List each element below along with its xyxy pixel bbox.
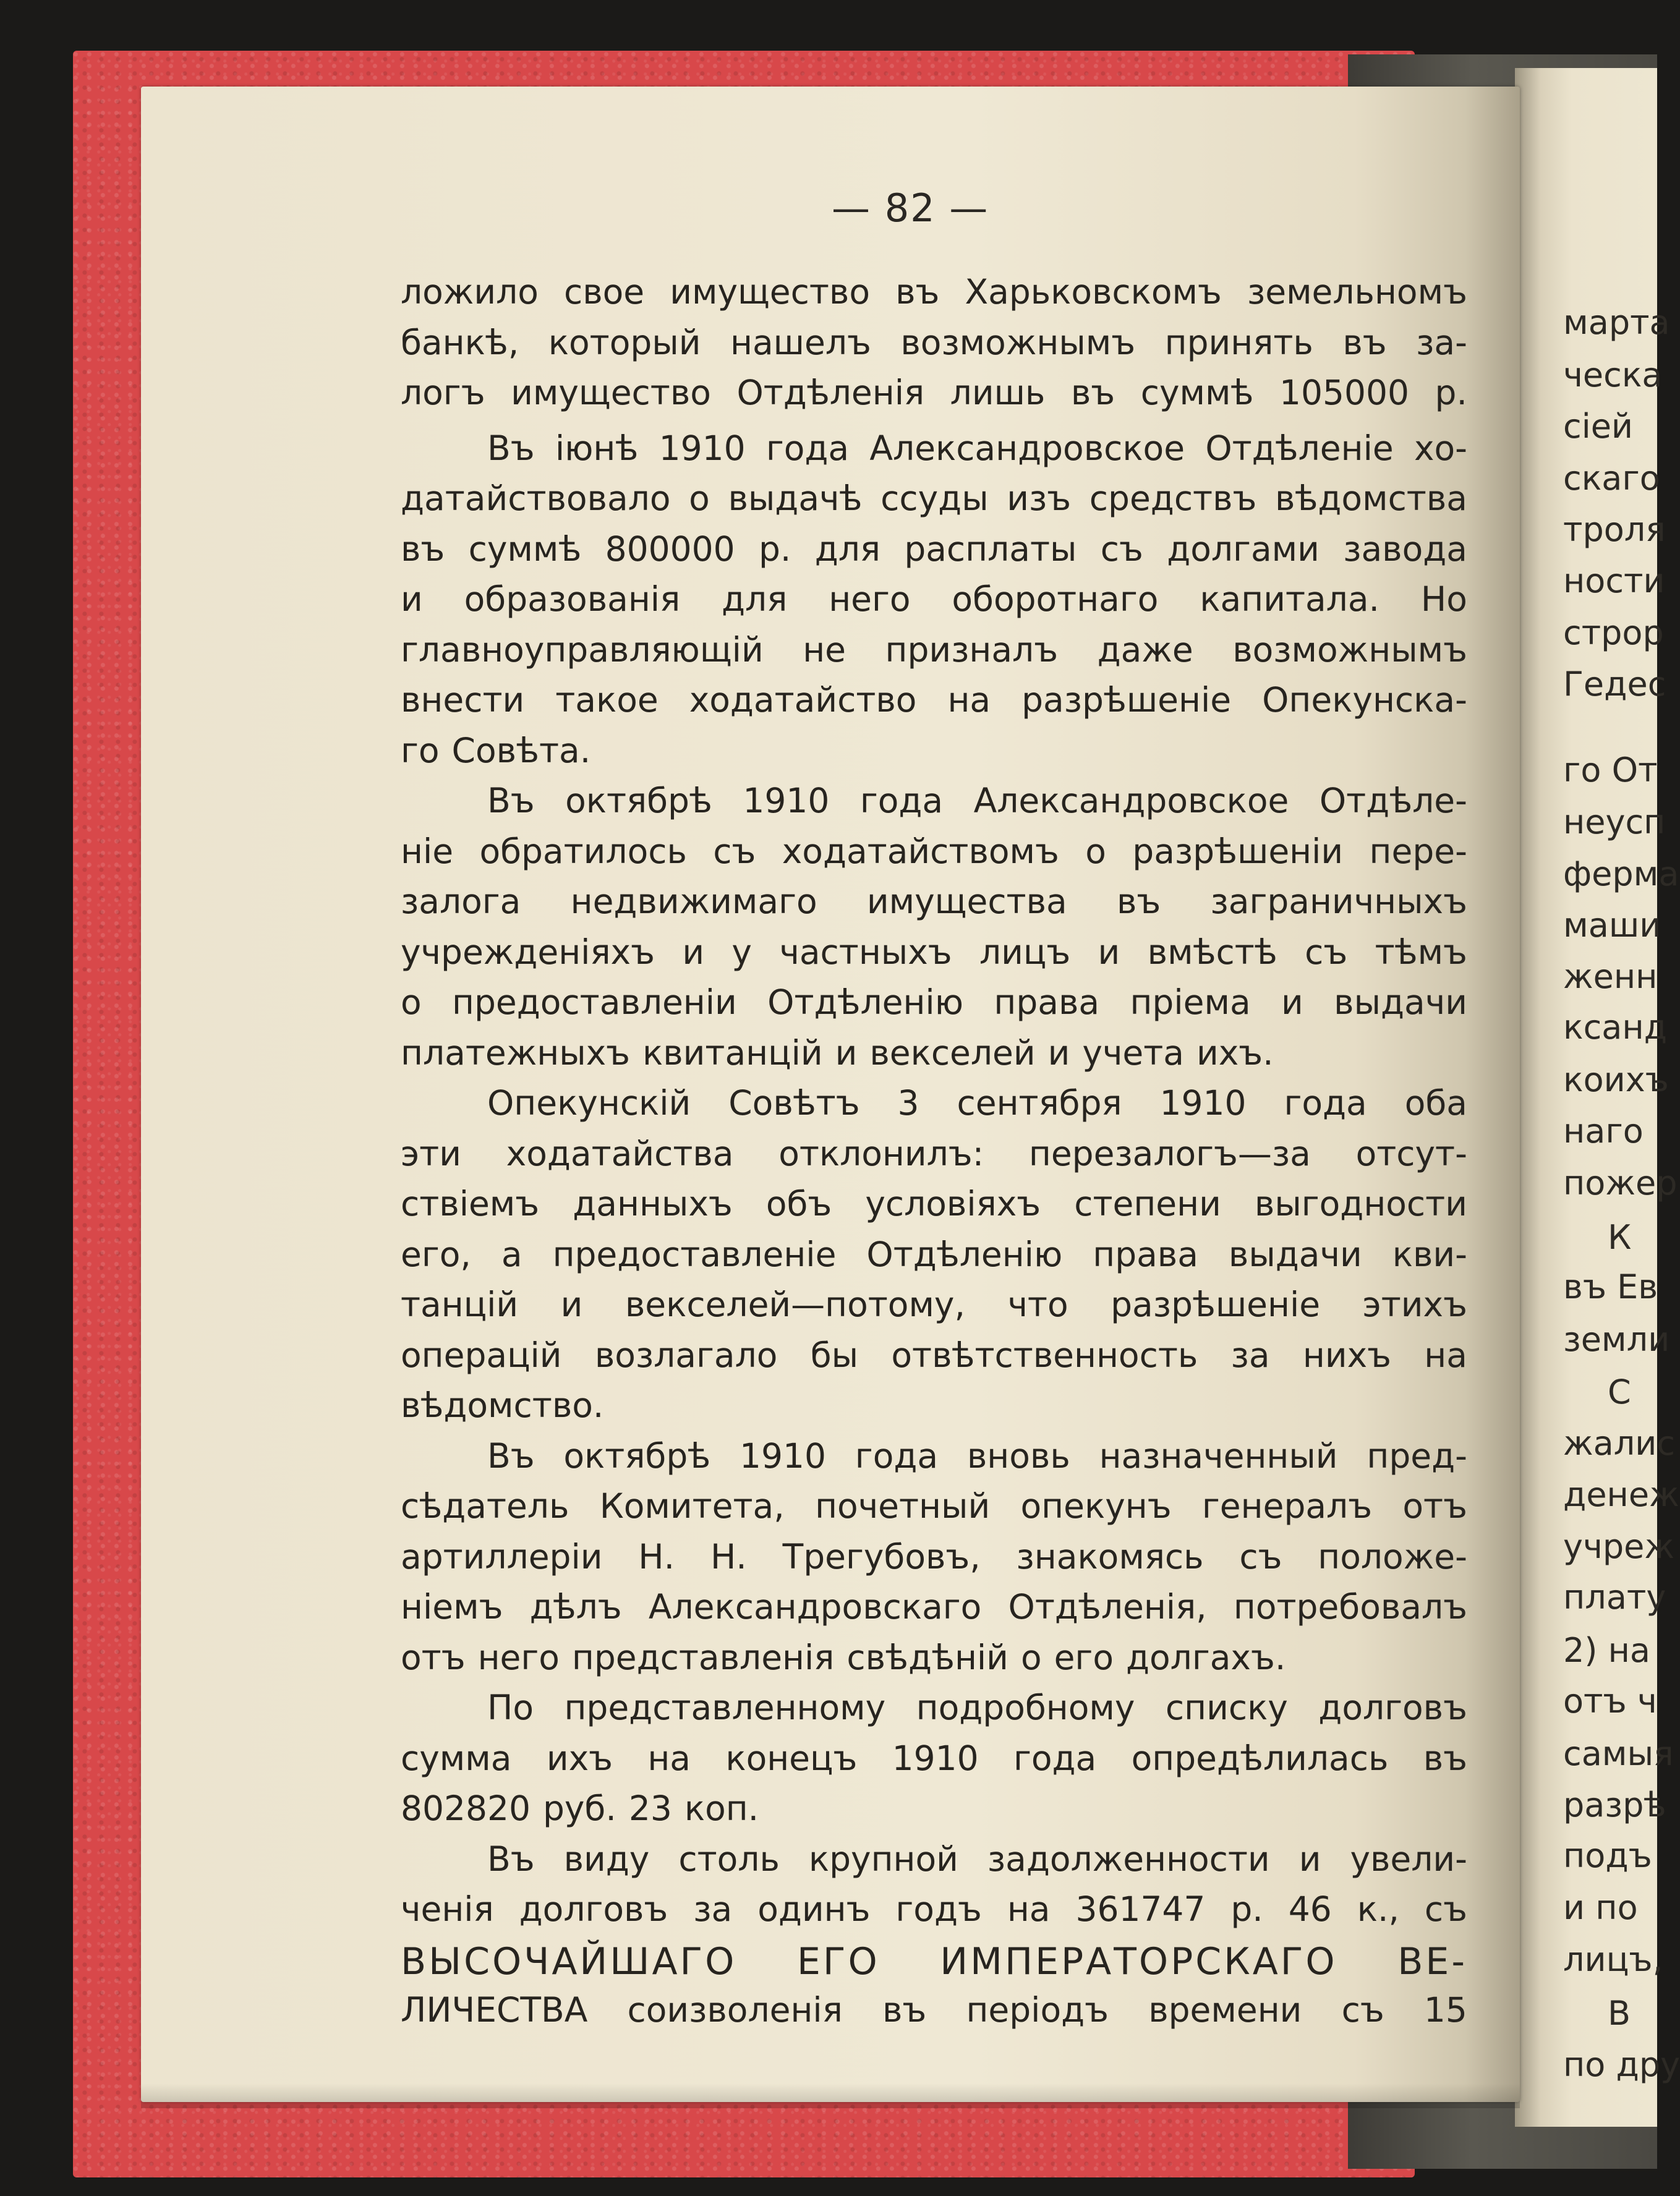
text-line: ніе обратилось съ ходатайствомъ о разрѣшеніи пере- <box>401 831 1467 871</box>
text-line: ніемъ дѣлъ Александровскаго Отдѣленія, потребовалъ <box>401 1587 1467 1627</box>
next-page-line: плату <box>1563 1578 1666 1617</box>
text-line: о предоставленіи Отдѣленію права пріема и выдачи <box>401 982 1467 1022</box>
next-page-line: въ Ев <box>1563 1267 1658 1306</box>
next-page-line: учреж <box>1563 1527 1675 1566</box>
next-page-line: подъ <box>1563 1836 1652 1875</box>
text-line: датайствовало о выдачѣ ссуды изъ средствъ вѣдомства <box>401 479 1467 518</box>
text-line: операцій возлагало бы отвѣтственность за нихъ на <box>401 1335 1467 1375</box>
next-page-line: 2) на <box>1563 1631 1650 1670</box>
text-line: главноуправляющій не призналъ даже возможнымъ <box>401 629 1467 670</box>
text-line: По представленному подробному списку долговъ <box>487 1688 1467 1727</box>
text-line: го Совѣта. <box>401 730 591 770</box>
text-line: Въ октябрѣ 1910 года Александровское Отдѣле- <box>487 781 1467 820</box>
next-page-line: ности <box>1563 561 1665 600</box>
text-line: вѣдомство. <box>401 1385 604 1425</box>
next-page-line: сіей <box>1563 407 1634 446</box>
next-page-line: и по <box>1563 1888 1638 1927</box>
next-page-line: по дру <box>1563 2045 1680 2084</box>
text-line: Въ виду столь крупной задолженности и увели- <box>487 1839 1467 1879</box>
text-line: залога недвижимаго имущества въ заграничныхъ <box>401 882 1467 921</box>
text-line: танцій и векселей—потому, что разрѣшеніе этихъ <box>401 1285 1467 1324</box>
next-page-line: го От <box>1563 751 1658 789</box>
text-line: ВЫСОЧАЙШАГО ЕГО ИМПЕРАТОРСКАГО ВЕ- <box>401 1939 1467 1983</box>
next-page <box>1515 68 1680 2127</box>
next-page-line: марта <box>1563 303 1670 342</box>
next-page-line: женн <box>1563 957 1658 996</box>
next-page-line: лицъ, <box>1563 1940 1663 1979</box>
next-page-line: троля <box>1563 510 1666 549</box>
next-page-line: В <box>1608 1994 1631 2033</box>
text-line: Въ октябрѣ 1910 года вновь назначенный пред- <box>487 1436 1467 1476</box>
next-page-line: земли <box>1563 1320 1670 1359</box>
text-line: ствіемъ данныхъ объ условіяхъ степени выгодности <box>401 1184 1467 1224</box>
next-page-line: коихъ <box>1563 1060 1669 1099</box>
text-line: и образованія для него оборотнаго капитала. Но <box>401 579 1467 619</box>
text-line: 802820 руб. 23 коп. <box>401 1789 759 1828</box>
text-line: ложило свое имущество въ Харьковскомъ земельномъ <box>401 272 1467 312</box>
page-number: — 82 — <box>832 185 989 231</box>
text-line: ченія долговъ за одинъ годъ на 361747 р. 46 к., съ <box>401 1889 1467 1929</box>
text-line: артиллеріи Н. Н. Трегубовъ, знакомясь съ положе- <box>401 1536 1467 1577</box>
next-page-line: жалис <box>1563 1424 1676 1463</box>
next-page-line: К <box>1608 1218 1632 1257</box>
text-line: его, а предоставленіе Отдѣленію права выдачи кви- <box>401 1234 1467 1274</box>
next-page-line: самыя <box>1563 1734 1674 1773</box>
next-page-line: ферма <box>1563 854 1679 893</box>
next-page-line: наго <box>1563 1112 1644 1151</box>
next-page-line: разрѣ <box>1563 1785 1666 1824</box>
next-page-line: скаго <box>1563 459 1660 498</box>
text-line: сумма ихъ на конецъ 1910 года опредѣлилась въ <box>401 1738 1467 1778</box>
next-page-line: отъ ч <box>1563 1682 1657 1721</box>
text-line: въ суммѣ 800000 р. для расплаты съ долгами завода <box>401 529 1467 569</box>
page-shadow <box>141 2083 1520 2108</box>
next-page-line: ксанд <box>1563 1008 1668 1047</box>
next-page-line: ческа <box>1563 355 1663 394</box>
text-line: учрежденіяхъ и у частныхъ лицъ и вмѣстѣ съ тѣмъ <box>401 932 1467 972</box>
text-line: сѣдатель Комитета, почетный опекунъ генералъ отъ <box>401 1486 1467 1526</box>
next-page-line: пожер <box>1563 1164 1678 1202</box>
next-page-line: С <box>1608 1372 1631 1411</box>
next-page-line: строр <box>1563 613 1664 652</box>
text-line: внести такое ходатайство на разрѣшеніе Опекунска- <box>401 680 1467 720</box>
text-line: Опекунскій Совѣтъ 3 сентября 1910 года оба <box>487 1083 1467 1123</box>
next-page-line: Гедес <box>1563 665 1666 704</box>
next-page-line: неусп <box>1563 802 1666 841</box>
text-line: Въ іюнѣ 1910 года Александровское Отдѣленіе хо- <box>487 428 1467 468</box>
text-line: логъ имущество Отдѣленія лишь въ суммѣ 105000 р. <box>401 373 1467 412</box>
text-line: платежныхъ квитанцій и векселей и учета ихъ. <box>401 1032 1274 1073</box>
text-line: эти ходатайства отклонилъ: перезалогъ—за отсут- <box>401 1133 1467 1173</box>
next-page-line: маши <box>1563 906 1661 945</box>
text-line: банкѣ, который нашелъ возможнымъ принять въ за- <box>401 322 1467 362</box>
text-line: отъ него представленія свѣдѣній о его долгахъ. <box>401 1637 1286 1677</box>
next-page-line: денеж <box>1563 1475 1679 1514</box>
text-line: ЛИЧЕСТВА соизволенія въ періодъ времени съ 15 <box>401 1990 1467 2030</box>
